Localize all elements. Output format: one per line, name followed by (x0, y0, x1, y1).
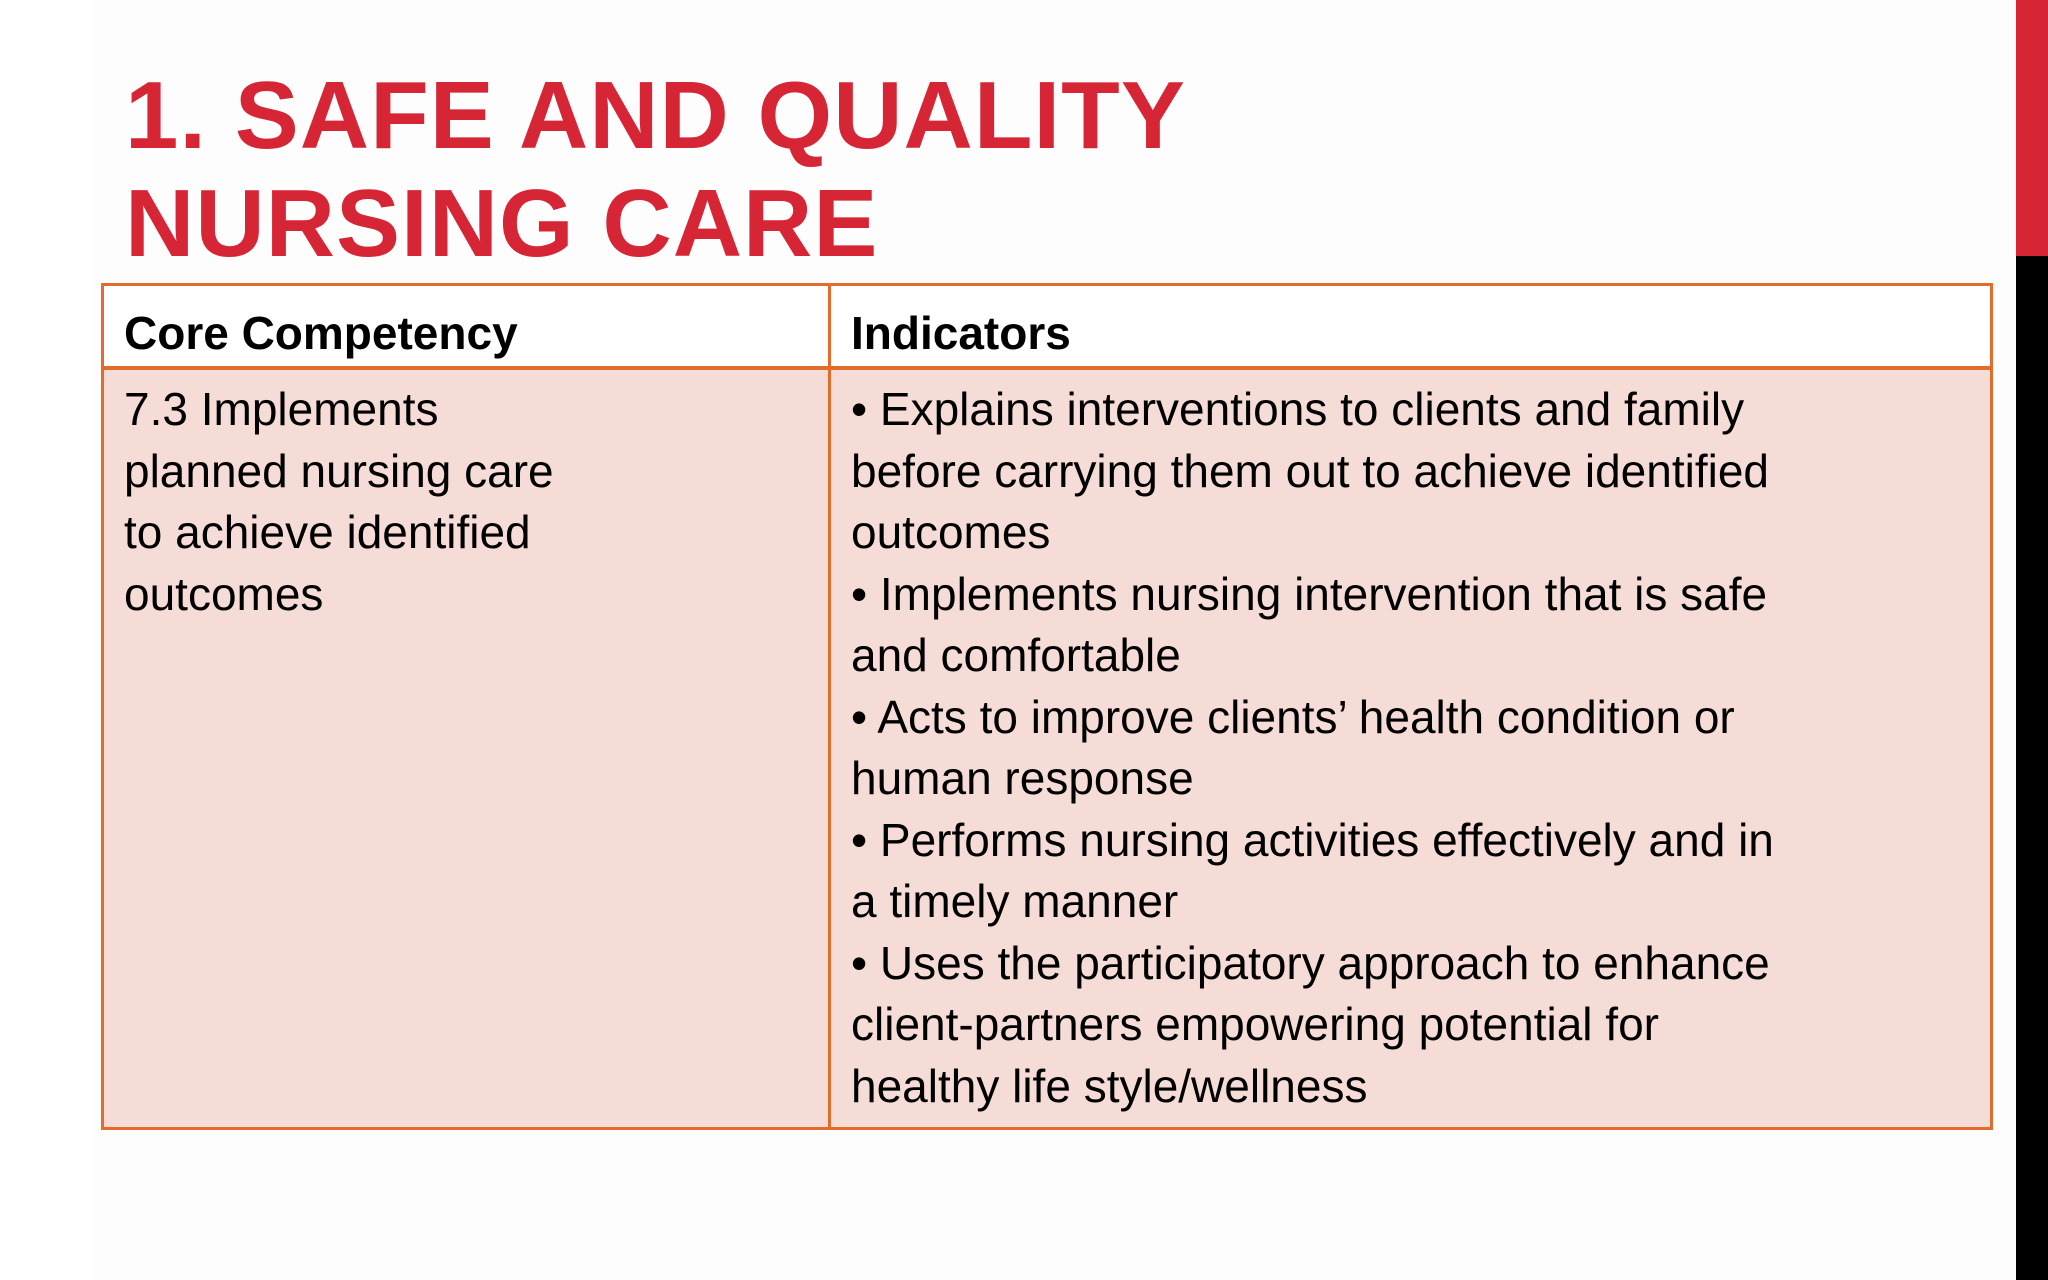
indicator-line: human response (851, 752, 1194, 804)
indicator-line: outcomes (851, 506, 1051, 558)
table-header-row (103, 285, 1992, 369)
slide-title-line: NURSING CARE (125, 170, 879, 277)
indicator-line: client-partners empowering potential for (851, 998, 1659, 1050)
header-core-competency: Core Competency (103, 285, 830, 369)
competency-table (101, 283, 1993, 1130)
indicator-line: and comfortable (851, 629, 1181, 681)
indicator-line: • Implements nursing intervention that is safe (851, 567, 1768, 620)
accent-bar-red (2016, 0, 2048, 256)
indicator-line: • Explains interventions to clients and family (851, 383, 1745, 435)
indicators-cell (830, 368, 1992, 1129)
indicator-line: before carrying them out to achieve identified (851, 444, 1769, 497)
slide-title-line: 1. SAFE AND QUALITY (125, 62, 1186, 169)
indicator-line: • Acts to improve clients’ health condition or (851, 690, 1735, 743)
header-indicators: Indicators (830, 285, 1992, 369)
competency-text: 7.3 Implements planned nursing care to achieve identified outcomes (124, 383, 554, 620)
indicator-line: • Uses the participatory approach to enhance (851, 936, 1770, 989)
indicator-line: • Performs nursing activities effectively and in (851, 813, 1774, 866)
indicator-line: healthy life style/wellness (851, 1059, 1368, 1112)
competency-cell (103, 368, 830, 1129)
accent-bar-black (2016, 256, 2048, 1280)
slide-title (125, 62, 1625, 278)
table-row (103, 368, 1992, 1129)
indicator-line: a timely manner (851, 875, 1179, 927)
